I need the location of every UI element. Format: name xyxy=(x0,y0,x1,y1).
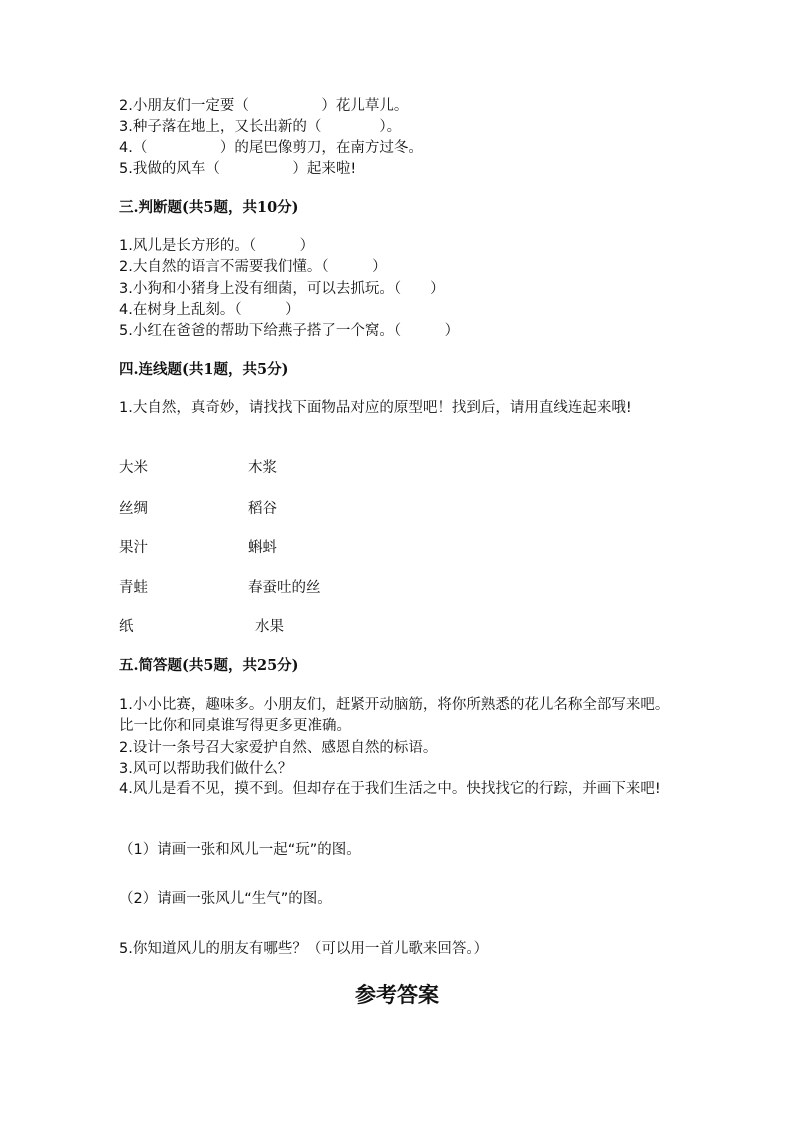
short-answer-subitem-2: （2）请画一张风儿“生气”的图。 xyxy=(119,891,332,907)
short-answer-item-3: 3.风可以帮助我们做什么？ xyxy=(119,761,293,777)
section-heading-true-false: 三.判断题(共5题，共10分) xyxy=(119,199,299,216)
fill-blank-item-4: 4.（ ）的尾巴像剪刀，在南方过冬。 xyxy=(119,140,423,156)
true-false-item-4: 4.在树身上乱刻。（ ） xyxy=(119,302,300,318)
matching-left-item: 纸 xyxy=(119,619,134,635)
true-false-item-5: 5.小红在爸爸的帮助下给燕子搭了一个窝。（ ） xyxy=(119,323,460,339)
section-heading-matching: 四.连线题(共1题，共5分) xyxy=(119,361,289,378)
short-answer-subitem-1: （1）请画一张和风儿一起“玩”的图。 xyxy=(119,842,361,858)
matching-right-item: 水果 xyxy=(255,619,284,635)
matching-left-item: 青蛙 xyxy=(119,580,148,596)
matching-left-item: 大米 xyxy=(119,460,148,476)
fill-blank-item-2: 2.小朋友们一定要（ ）花儿草儿。 xyxy=(119,98,409,114)
short-answer-item-4: 4.风儿是看不见，摸不到。但却存在于我们生活之中。快找找它的行踪，并画下来吧! xyxy=(119,781,661,797)
fill-blank-item-3: 3.种子落在地上，又长出新的（ ）。 xyxy=(119,119,402,135)
true-false-item-3: 3.小狗和小猪身上没有细菌，可以去抓玩。（ ） xyxy=(119,281,445,297)
matching-right-item: 蝌蚪 xyxy=(248,540,277,556)
matching-left-item: 丝绸 xyxy=(119,501,148,517)
short-answer-item-2: 2.设计一条号召大家爱护自然、感恩自然的标语。 xyxy=(119,740,438,756)
true-false-item-2: 2.大自然的语言不需要我们懂。（ ） xyxy=(119,259,387,275)
matching-left-item: 果汁 xyxy=(119,540,148,556)
short-answer-item-1: 1.小小比赛，趣味多。小朋友们，赶紧开动脑筋，将你所熟悉的花儿名称全部写来吧。比一比你和同桌谁写得更多更准确。 xyxy=(119,697,670,734)
true-false-item-1: 1.风儿是长方形的。（ ） xyxy=(119,238,315,254)
fill-blank-item-5: 5.我做的风车（ ）起来啦! xyxy=(119,161,357,177)
answer-key-title: 参考答案 xyxy=(355,982,439,1007)
matching-question: 1.大自然，真奇妙，请找找下面物品对应的原型吧！找到后，请用直线连起来哦! xyxy=(119,400,632,416)
matching-right-item: 春蚕吐的丝 xyxy=(248,580,321,596)
section-heading-short-answer: 五.简答题(共5题，共25分) xyxy=(119,657,299,674)
matching-right-item: 木浆 xyxy=(248,460,277,476)
matching-right-item: 稻谷 xyxy=(248,501,277,517)
short-answer-item-5: 5.你知道风儿的朋友有哪些？（可以用一首儿歌来回答。） xyxy=(119,941,489,957)
